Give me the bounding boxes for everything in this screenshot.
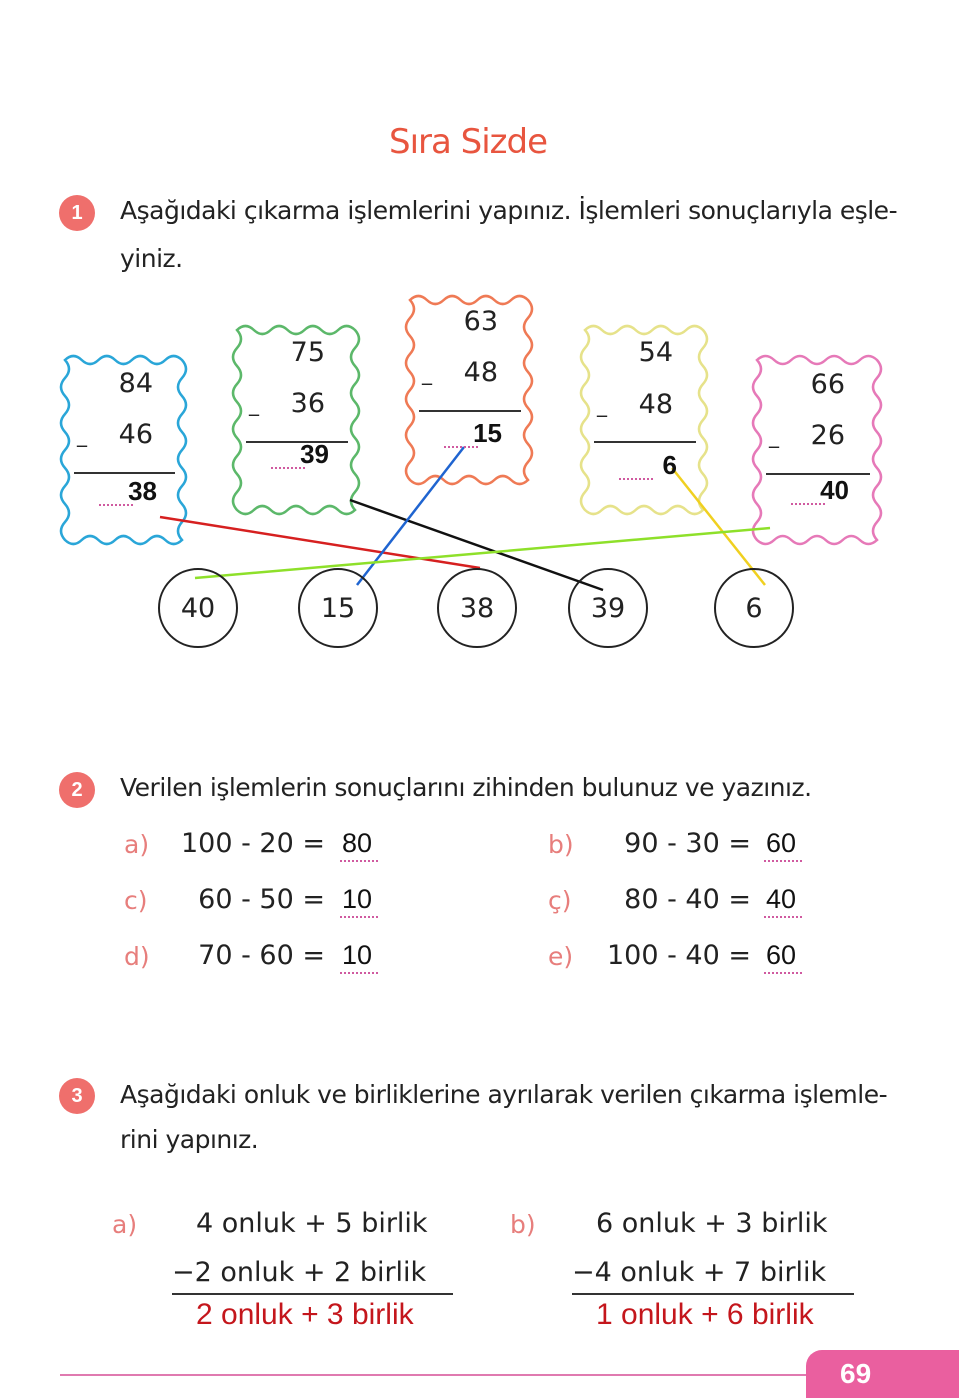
match-line [160,517,480,568]
minus-sign: _ [769,424,779,448]
result-circle[interactable]: 6 [714,568,794,648]
item-a-answer: 2 onluk + 3 birlik [196,1298,414,1331]
item-b-label: b) [510,1210,536,1239]
subtrahend: 46 [118,419,153,450]
item-expression: 100 - 20 = [180,828,325,859]
item-b-rule [572,1293,854,1295]
item-answer[interactable]: 40 [766,884,797,914]
question-3-text-cont: rini yapınız. [120,1125,259,1154]
question-3-text: Aşağıdaki onluk ve birliklerine ayrılarak verilen çıkarma işlemle- [120,1080,888,1109]
question-1-badge: 1 [59,195,95,231]
question-2-text: Verilen işlemlerin sonuçlarını zihinden bulunuz ve yazınız. [120,773,812,802]
answer-dots [764,860,802,862]
question-2-badge: 2 [59,772,95,808]
sum-rule [594,441,696,443]
minus-sign: _ [77,423,87,447]
subtrahend: 48 [463,357,498,388]
item-b-line2: −4 onluk + 7 birlik [572,1257,827,1288]
question-3-badge: 3 [59,1078,95,1114]
item-expression: 80 - 40 = [624,884,751,915]
item-expression: 90 - 30 = [624,828,751,859]
answer-dots [340,860,378,862]
item-expression: 70 - 60 = [198,940,325,971]
subtrahend: 36 [290,388,325,419]
question-1-text-cont: yiniz. [120,244,183,273]
match-line [357,447,464,585]
question-1-text: Aşağıdaki çıkarma işlemlerini yapınız. İşlemleri sonuçlarıyla eşle- [120,196,898,225]
item-label: b) [548,830,574,859]
answer-value: 15 [473,418,502,448]
answer-dots [764,916,802,918]
minuend: 84 [118,368,153,399]
result-circle[interactable]: 15 [298,568,378,648]
answer-dots [340,916,378,918]
sum-rule [419,410,521,412]
item-a-line2: −2 onluk + 2 birlik [172,1257,427,1288]
item-b-line1: 6 onluk + 3 birlik [596,1208,828,1239]
minus-sign: _ [422,361,432,385]
item-a-label: a) [112,1210,138,1239]
minuend: 54 [638,337,673,368]
minuend: 66 [810,369,845,400]
item-answer[interactable]: 10 [342,940,373,970]
subtrahend: 48 [638,389,673,420]
item-answer[interactable]: 60 [766,828,797,858]
item-expression: 60 - 50 = [198,884,325,915]
minuend: 63 [463,306,498,337]
item-label: c) [124,886,148,915]
answer-dots [340,972,378,974]
item-label: a) [124,830,150,859]
answer-value: 38 [128,476,157,506]
result-circle[interactable]: 39 [568,568,648,648]
item-answer[interactable]: 10 [342,884,373,914]
item-expression: 100 - 40 = [606,940,751,971]
answer-value: 40 [820,475,849,505]
minus-sign: _ [597,393,607,417]
footer-rule [60,1374,820,1376]
item-b-answer: 1 onluk + 6 birlik [596,1298,814,1331]
answer-value: 6 [662,450,677,480]
item-label: e) [548,942,574,971]
answer-value: 39 [300,439,329,469]
item-a-line1: 4 onluk + 5 birlik [196,1208,428,1239]
result-circle[interactable]: 38 [437,568,517,648]
answer-dots [764,972,802,974]
minuend: 75 [290,337,325,368]
subtrahend: 26 [810,420,845,451]
item-answer[interactable]: 60 [766,940,797,970]
sum-rule [74,472,175,474]
item-label: ç) [548,886,572,915]
item-a-rule [172,1293,453,1295]
page-number: 69 [806,1350,959,1398]
result-circle[interactable]: 40 [158,568,238,648]
minus-sign: _ [249,392,259,416]
item-label: d) [124,942,150,971]
item-answer[interactable]: 80 [342,828,373,858]
page-title: Sıra Sizde [388,122,548,162]
